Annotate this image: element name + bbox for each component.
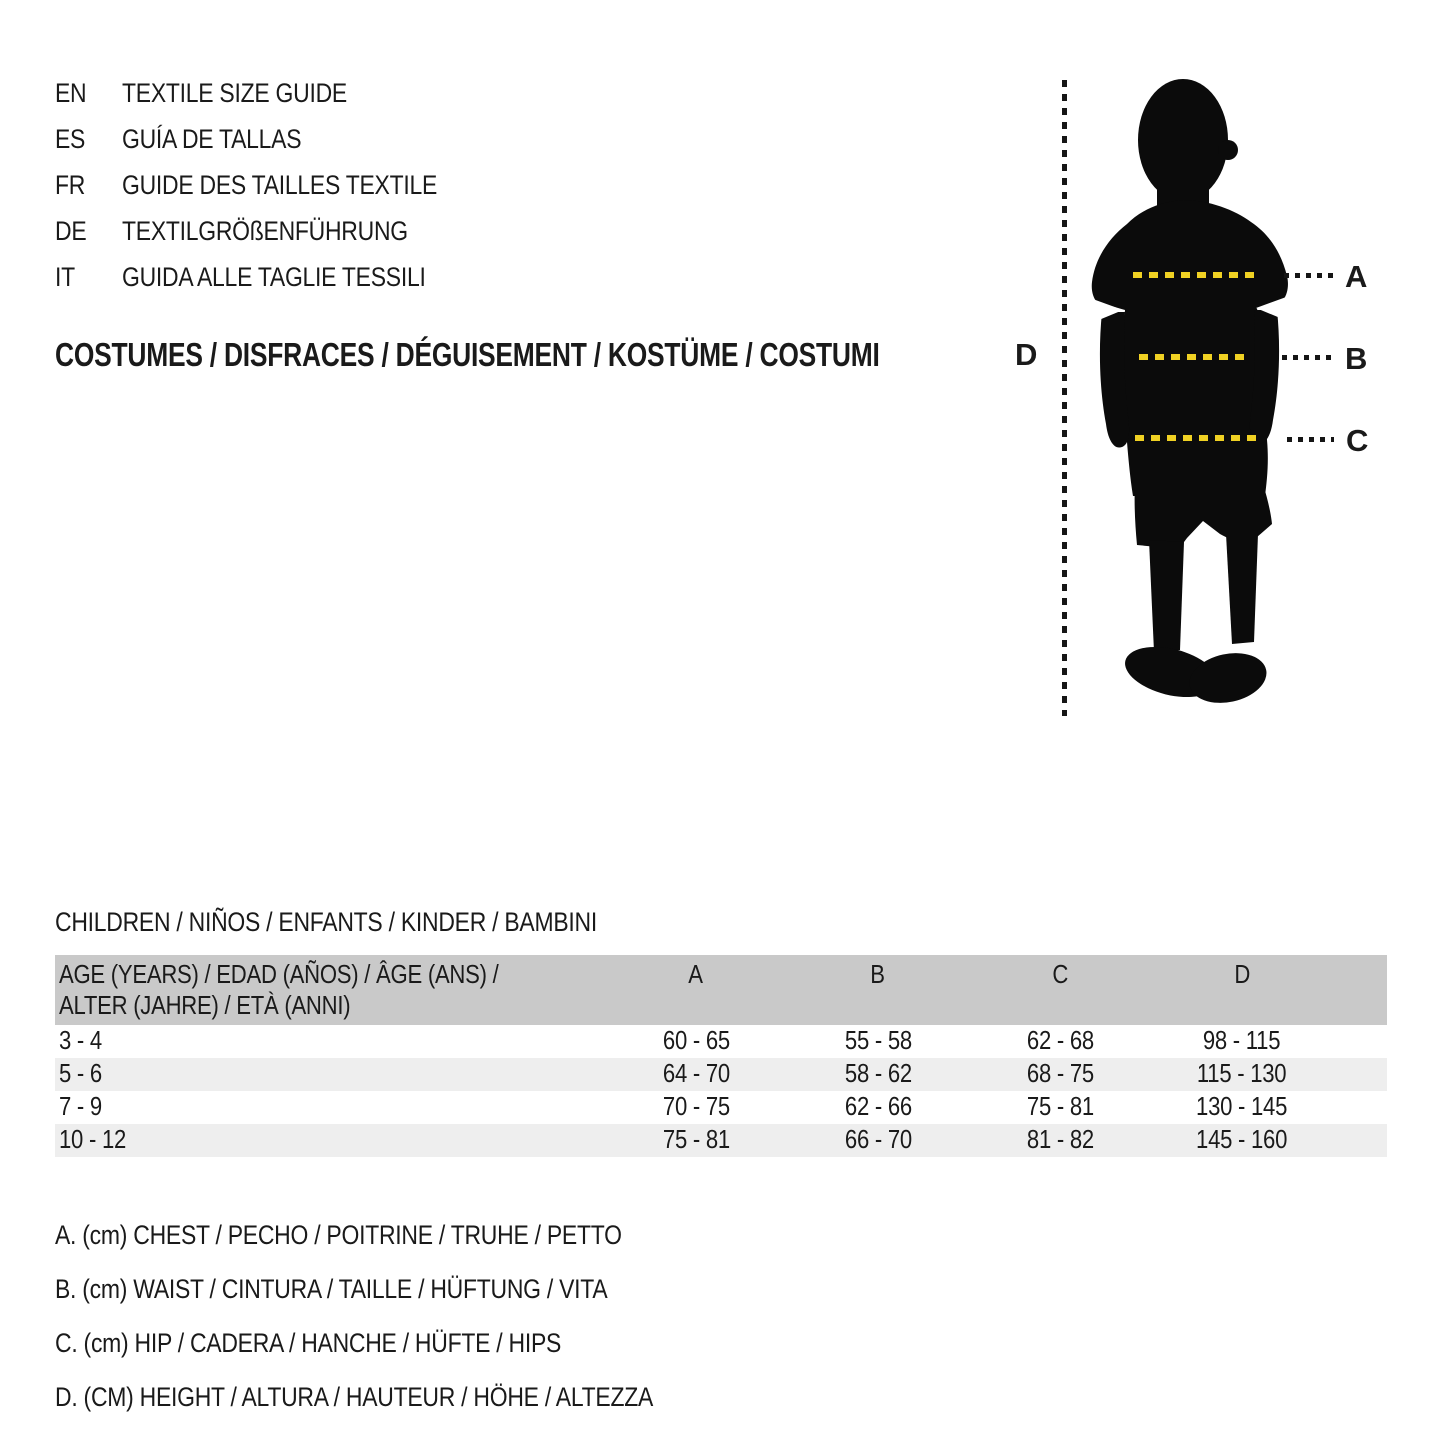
table-row [55, 1091, 1387, 1124]
measurement-cell: 70 - 75 [662, 1091, 730, 1121]
waist-connector-line [1282, 355, 1334, 360]
measurement-cell: 66 - 70 [844, 1124, 912, 1154]
silhouette-ear [1218, 140, 1238, 160]
section-title-children: CHILDREN / NIÑOS / ENFANTS / KINDER / BAMBINI [55, 907, 597, 937]
age-cell: 5 - 6 [59, 1058, 102, 1088]
measurement-cell: 75 - 81 [1026, 1091, 1094, 1121]
waist-label: B [1345, 341, 1368, 376]
legend-item-hip: C. (cm) HIP / CADERA / HANCHE / HÜFTE / HIPS [55, 1328, 562, 1358]
language-row [55, 116, 493, 162]
chest-label: A [1345, 259, 1368, 294]
measurement-cell: 75 - 81 [662, 1124, 730, 1154]
language-code: ES [55, 124, 86, 154]
language-list [55, 70, 493, 300]
column-header-d: D [1234, 959, 1250, 989]
size-table [55, 955, 1387, 1157]
measurement-cell: 115 - 130 [1197, 1058, 1287, 1088]
measurement-cell: 130 - 145 [1196, 1091, 1288, 1121]
column-header-b: B [870, 959, 886, 989]
measurement-cell: 68 - 75 [1026, 1058, 1094, 1088]
language-label: GUÍA DE TALLAS [122, 124, 302, 154]
measurement-cell: 98 - 115 [1203, 1025, 1281, 1055]
table-header-row [55, 955, 1387, 1025]
measurement-cell: 81 - 82 [1026, 1124, 1094, 1154]
legend-item-waist: B. (cm) WAIST / CINTURA / TAILLE / HÜFTUNG / VITA [55, 1274, 608, 1304]
chest-measure-line [1133, 272, 1254, 278]
age-cell: 3 - 4 [59, 1025, 102, 1055]
age-cell: 7 - 9 [59, 1091, 102, 1121]
language-row [55, 162, 493, 208]
legend-item-chest: A. (cm) CHEST / PECHO / POITRINE / TRUHE / PETTO [55, 1220, 622, 1250]
silhouette-right-leg [1226, 534, 1258, 644]
hip-connector-line [1287, 437, 1334, 442]
child-silhouette [1087, 72, 1292, 717]
language-label: GUIDE DES TAILLES TEXTILE [122, 170, 438, 200]
header-spacer [1333, 959, 1387, 1025]
measurement-cell: 145 - 160 [1196, 1124, 1288, 1154]
silhouette-left-leg [1149, 540, 1184, 652]
language-row [55, 254, 493, 300]
table-row [55, 1058, 1387, 1091]
measurement-legend [55, 1208, 759, 1424]
language-code: DE [55, 216, 87, 246]
language-code: EN [55, 78, 87, 108]
chest-connector-line [1284, 273, 1334, 278]
category-title: COSTUMES / DISFRACES / DÉGUISEMENT / KOSTÜME / COSTUMI [55, 336, 880, 373]
language-code: FR [55, 170, 86, 200]
hip-measure-line [1135, 435, 1256, 441]
measurement-cell: 62 - 66 [844, 1091, 912, 1121]
age-cell: 10 - 12 [59, 1124, 127, 1154]
silhouette-right-shoe [1185, 646, 1271, 709]
measurement-cell: 60 - 65 [662, 1025, 730, 1055]
table-row [55, 1025, 1387, 1058]
age-column-header: AGE (YEARS) / EDAD (AÑOS) / ÂGE (ANS) / ALTER (JAHRE) / ETÀ (ANNI) [59, 959, 499, 1020]
language-label: TEXTILE SIZE GUIDE [122, 78, 347, 108]
table-row [55, 1124, 1387, 1157]
hip-label: C [1346, 423, 1369, 458]
measurement-cell: 55 - 58 [844, 1025, 912, 1055]
column-header-a: A [688, 959, 704, 989]
measurement-cell: 62 - 68 [1026, 1025, 1094, 1055]
waist-measure-line [1139, 354, 1250, 360]
language-label: TEXTILGRÖßENFÜHRUNG [122, 216, 408, 246]
language-code: IT [55, 262, 75, 292]
language-label: GUIDA ALLE TAGLIE TESSILI [122, 262, 426, 292]
height-measure-line [1062, 80, 1067, 716]
measurement-cell: 64 - 70 [662, 1058, 730, 1088]
measurement-cell: 58 - 62 [844, 1058, 912, 1088]
height-label: D [1015, 337, 1038, 372]
language-row [55, 208, 493, 254]
legend-item-height: D. (CM) HEIGHT / ALTURA / HAUTEUR / HÖHE / ALTEZZA [55, 1382, 654, 1412]
column-header-c: C [1052, 959, 1068, 989]
language-row [55, 70, 493, 116]
